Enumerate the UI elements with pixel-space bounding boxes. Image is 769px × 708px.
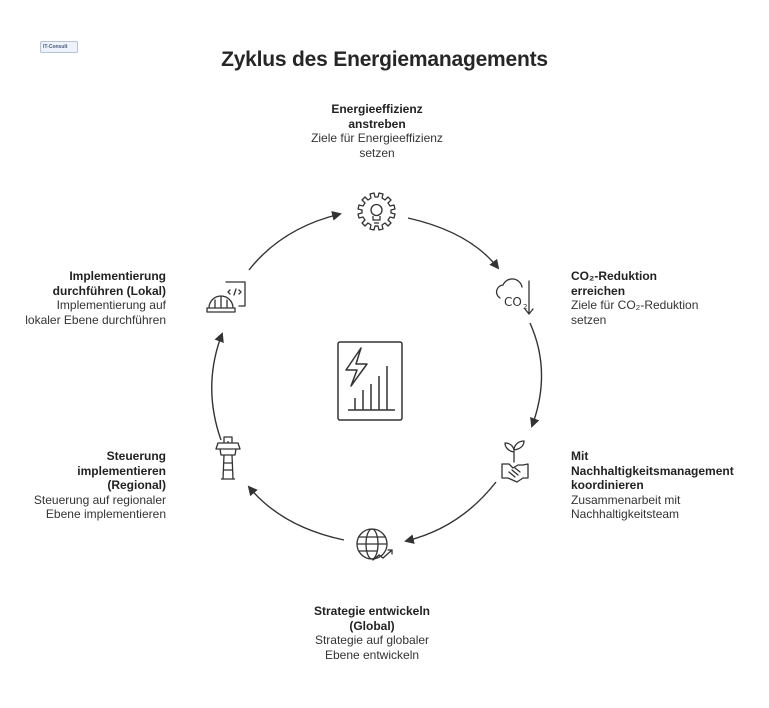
- step-2-heading: CO₂-Reduktion erreichen: [571, 269, 657, 298]
- cycle-arrow-3: [406, 482, 496, 541]
- cycle-arrow-2: [530, 323, 542, 426]
- cycle-arrow-1: [408, 218, 498, 268]
- step-4-description: Strategie auf globaler Ebene entwickeln: [314, 633, 430, 662]
- control-tower-icon: [216, 437, 240, 479]
- step-1-label: [292, 102, 462, 160]
- step-6-description: Implementierung auf lokaler Ebene durchführen: [25, 298, 166, 327]
- cycle-arrow-4: [249, 487, 344, 540]
- globe-chart-icon: [357, 529, 392, 560]
- step-2-label: [571, 269, 756, 327]
- step-1-description: Ziele für Energieeffizienz setzen: [311, 131, 443, 160]
- step-6-heading: Implementierung durchführen (Lokal): [52, 269, 166, 298]
- gear-lightbulb-icon: [358, 193, 395, 230]
- cycle-arrow-5: [212, 334, 222, 440]
- step-4-label: [282, 604, 462, 662]
- step-3-heading: Mit Nachhaltigkeitsmanagement koordinieren: [571, 449, 734, 492]
- company-logo: IT-Consult: [40, 41, 78, 53]
- energy-chart-icon: [338, 342, 402, 420]
- step-5-label: [0, 449, 166, 522]
- step-2-description: Ziele für CO₂-Reduktion setzen: [571, 298, 699, 327]
- svg-text:CO: CO: [504, 295, 522, 309]
- step-3-description: Zusammenarbeit mit Nachhaltigkeitsteam: [571, 492, 681, 521]
- step-3-label: [571, 449, 761, 522]
- step-1-heading: Energieeffizienz anstreben: [331, 102, 423, 131]
- page-title: Zyklus des Energiemanagements: [221, 48, 548, 71]
- co2-cloud-icon: [497, 279, 533, 314]
- step-5-description: Steuerung auf regionaler Ebene implementieren: [33, 492, 166, 521]
- handshake-plant-icon: [502, 441, 528, 482]
- step-6-label: [0, 269, 166, 327]
- step-4-heading: Strategie entwickeln (Global): [313, 604, 431, 633]
- svg-text:2: 2: [523, 303, 528, 311]
- step-5-heading: Steuerung implementieren (Regional): [77, 449, 166, 492]
- worker-code-icon: [207, 282, 245, 312]
- cycle-arrow-6: [249, 214, 340, 270]
